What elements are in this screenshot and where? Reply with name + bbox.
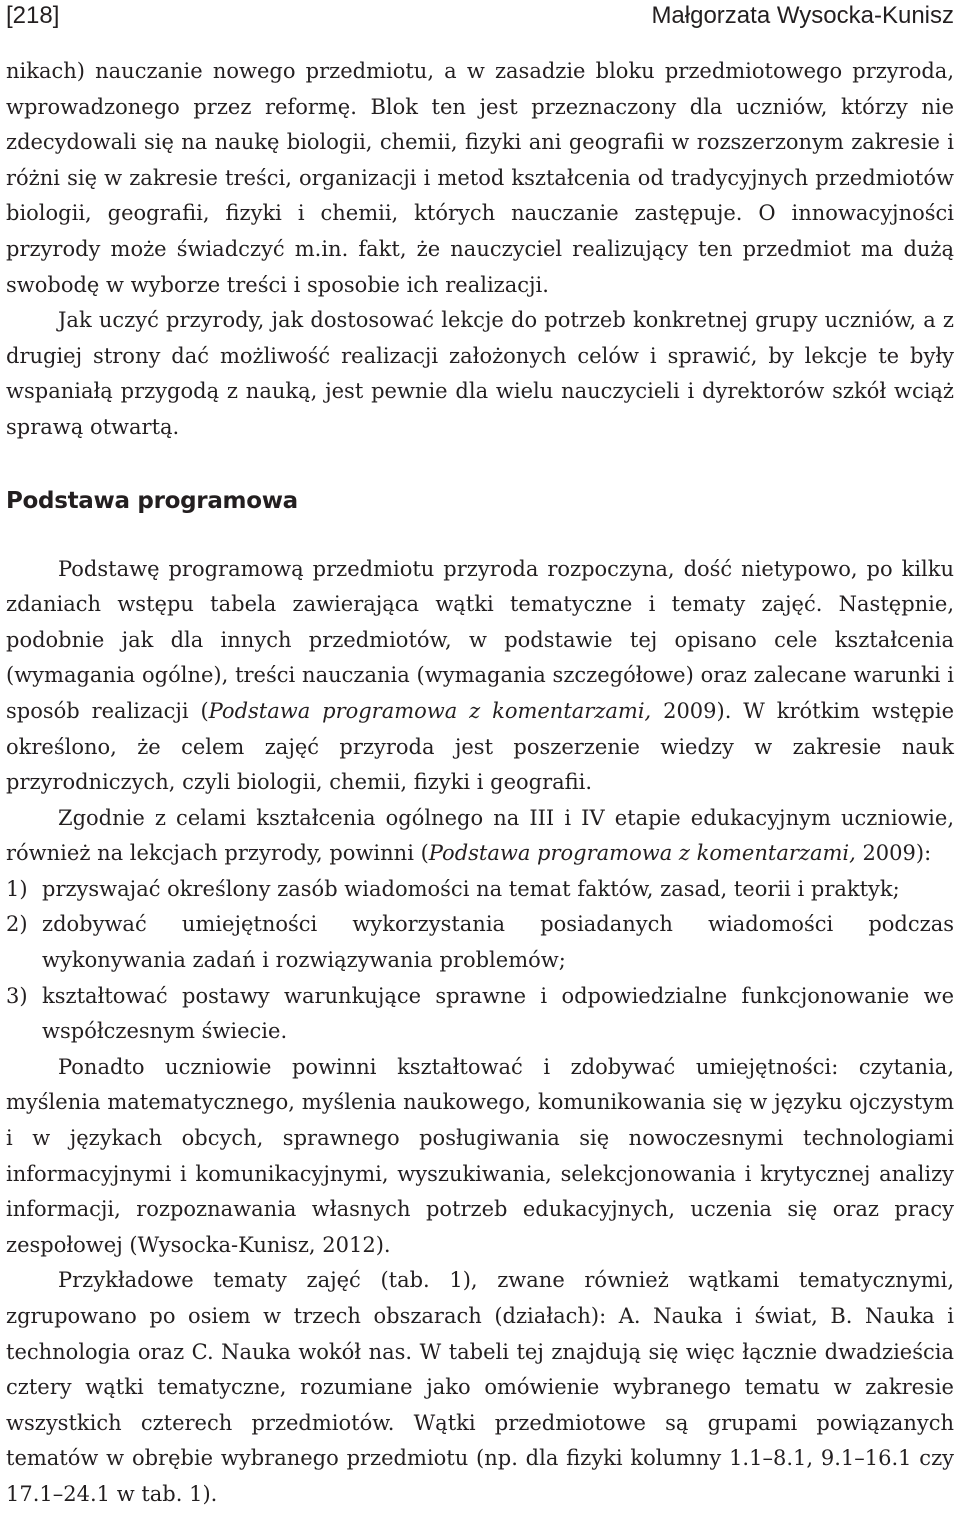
list-item-text: kształtować postawy warunkujące sprawne i odpowiedzialne funkcjonowanie we współczesnym świecie.: [42, 983, 954, 1044]
page-number: [218]: [6, 2, 60, 29]
paragraph-4-text-b: 2009):: [855, 841, 932, 866]
paragraph-2: Jak uczyć przyrody, jak dostosować lekcje do potrzeb konkretnej grupy uczniów, a z drugiej strony dać możliwość realizacji założonych celów i sprawić, by lekcje te były wspaniałą przygodą z nauką, jest pewnie dla wielu nauczycieli i dyrektorów szkół wciąż sprawą otwartą.: [6, 308, 954, 439]
citation-title: Podstawa programowa z komentarzami,: [428, 841, 856, 866]
list-item: [6, 872, 954, 908]
page-header: [0, 0, 960, 38]
list-item-number: 2): [6, 912, 28, 937]
list-item-text: przyswajać określony zasób wiadomości na temat faktów, zasad, teorii i praktyk;: [42, 876, 900, 901]
paragraph-4-text-a: Zgodnie z celami kształcenia ogólnego na III i IV etapie edukacyjnym uczniowie, również na lekcjach przyrody, powinni (: [6, 805, 954, 866]
paragraph-3-text-b: 2009). W krótkim wstępie określono, że celem zajęć przyroda jest poszerzenie wiedzy w zakresie nauk przyrodniczych, czyli biologii, chemii, fizyki i geografii.: [6, 698, 954, 795]
paragraph-3-text-a: Podstawę programową przedmiotu przyroda rozpoczyna, dość nietypowo, po kilku zdaniach wstępu tabela zawierająca wątki tematyczne i tematy zajęć. Następnie, podobnie jak dla innych przedmiotów, w podstawie tej opisano cele kształcenia (wymagania ogólne), treści nauczania (wymagania szczegółowe) oraz zalecane warunki i sposób realizacji (: [6, 556, 954, 723]
goals-list: [6, 872, 954, 1050]
page-body: [6, 54, 954, 1513]
list-item: [6, 907, 954, 978]
list-item-text: zdobywać umiejętności wykorzystania posiadanych wiadomości podczas wykonywania zadań i rozwiązywania problemów;: [42, 912, 954, 973]
paragraph-6: Przykładowe tematy zajęć (tab. 1), zwane również wątkami tematycznymi, zgrupowano po osiem w trzech obszarach (działach): A. Nauka i świat, B. Nauka i technologia oraz C. Nauka wokół nas. W tabeli tej znajdują się więc łącznie dwadzieścia cztery wątki tematyczne, rozumiane jako omówienie wybranego tematu w zakresie wszystkich czterech przedmiotów. Wątki przedmiotowe są grupami powiązanych tematów w obrębie wybranego przedmiotu (np. dla fizyki kolumny 1.1–8.1, 9.1–16.1 czy 17.1–24.1 w tab. 1).: [6, 1268, 954, 1506]
paragraph-1: nikach) nauczanie nowego przedmiotu, a w zasadzie bloku przedmiotowego przyroda, wprowadzonego przez reformę. Blok ten jest przeznaczony dla uczniów, którzy nie zdecydowali się na naukę biologii, chemii, fizyki ani geografii w rozszerzonym zakresie i różni się w zakresie treści, organizacji i metod kształcenia od tradycyjnych przedmiotów biologii, geografii, fizyki i chemii, których nauczanie zastępuje. O innowacyjności przyrody może świadczyć m.in. fakt, że nauczyciel realizujący ten przedmiot ma dużą swobodę w wyborze treści i sposobie ich realizacji.: [6, 59, 954, 297]
list-item-number: 3): [6, 983, 28, 1008]
list-item: [6, 979, 954, 1050]
paragraph-4: [6, 801, 954, 872]
running-head-author: Małgorzata Wysocka-Kunisz: [651, 2, 954, 29]
citation-title: Podstawa programowa z komentarzami,: [208, 698, 652, 723]
paragraph-5: Ponadto uczniowie powinni kształtować i zdobywać umiejętności: czytania, myślenia matematycznego, myślenia naukowego, komunikowania się w języku ojczystym i w językach obcych, sprawnego posługiwania się nowoczesnymi technologiami informacyjnymi i komunikacyjnymi, wyszukiwania, selekcjonowania i krytycznej analizy informacji, rozpoznawania własnych potrzeb edukacyjnych, uczenia się oraz pracy zespołowej (Wysocka-Kunisz, 2012).: [6, 1054, 954, 1257]
paragraph-3: [6, 552, 954, 801]
section-heading: Podstawa programowa: [6, 487, 298, 514]
list-item-number: 1): [6, 876, 28, 901]
